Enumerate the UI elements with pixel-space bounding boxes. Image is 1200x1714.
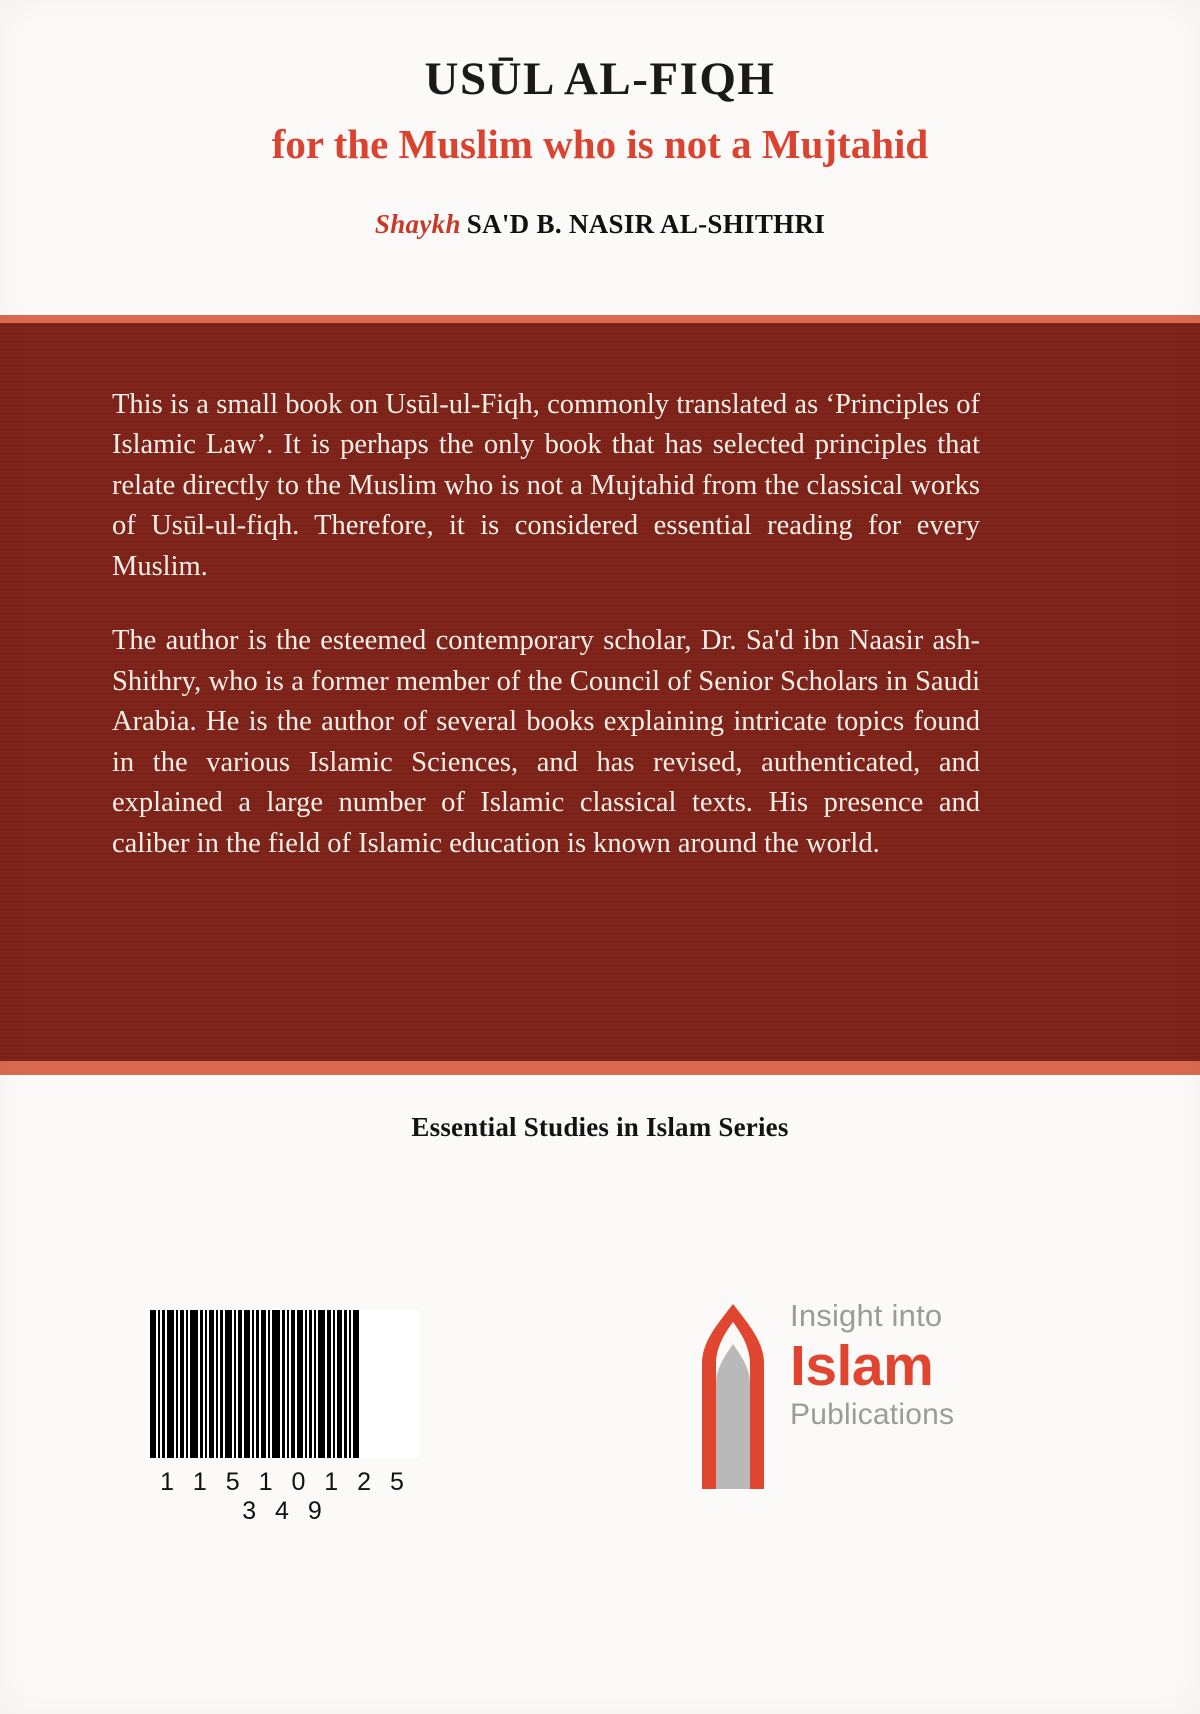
barcode-icon [150, 1310, 420, 1458]
description-panel-border [0, 315, 1200, 1075]
cover-header [0, 52, 1200, 240]
series-label: Essential Studies in Islam Series [411, 1112, 789, 1142]
barcode-block [150, 1310, 420, 1526]
author-line [0, 209, 1200, 240]
publisher-line-3: Publications [790, 1397, 955, 1431]
page-title: USŪL AL-FIQH [424, 53, 776, 105]
description-panel [0, 323, 1200, 1061]
blurb-text [112, 385, 980, 864]
author-name: SA'D B. NASIR AL-SHITHRI [466, 209, 826, 240]
mosque-arch-icon [690, 1304, 776, 1489]
publisher-line-1: Insight into [790, 1298, 943, 1333]
publisher-logo [690, 1300, 1020, 1500]
book-subtitle: for the Muslim who is not a Mujtahid [271, 121, 929, 168]
barcode-digits: 1 1 5 1 0 1 2 5 3 4 9 [160, 1468, 410, 1525]
author-honorific: Shaykh [374, 209, 461, 240]
publisher-line-2: Islam [790, 1333, 934, 1398]
blurb-paragraph-1: This is a small book on Usūl-ul-Fiqh, commonly translated as ‘Principles of Islamic Law’. It is perhaps the only book that has selected principles that relate directly to the Muslim who is not a Mujtahid from the classical works of Usūl-ul-fiqh. Therefore, it is considered essential reading for every Muslim. [112, 389, 980, 582]
blurb-paragraph-2: The author is the esteemed contemporary scholar, Dr. Sa'd ibn Naasir ash-Shithry, who is a former member of the Council of Senior Scholars in Saudi Arabia. He is the author of several books explaining intricate topics found in the various Islamic Sciences, and has revised, authenticated, and explained a large number of Islamic classical texts. His presence and caliber in the field of Islamic education is known around the world. [112, 625, 980, 859]
publisher-text [790, 1300, 1020, 1430]
